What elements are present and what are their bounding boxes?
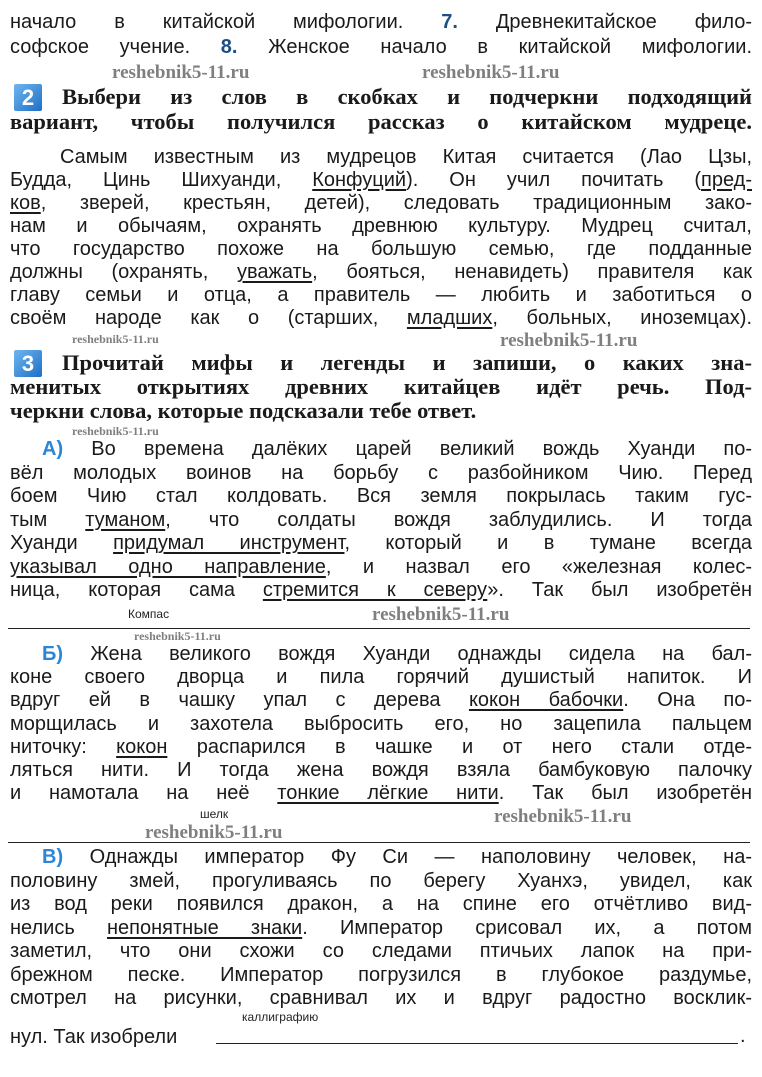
text-segment: , больных, иноземцах). bbox=[492, 307, 753, 329]
text-segment: нул. Так изобрели bbox=[10, 1025, 178, 1048]
underlined-answer: кокон bbox=[116, 735, 168, 758]
story-label: В) bbox=[42, 846, 64, 868]
text-segment: вариант, чтобы получился рассказ о китайском мудреце. bbox=[10, 108, 752, 134]
text-segment: что государство похоже на большую семью, где подданные bbox=[10, 238, 752, 260]
watermark: reshebnik5-11.ru bbox=[372, 604, 510, 625]
underlined-answer: непонятные знаки bbox=[107, 916, 303, 939]
text-line bbox=[10, 35, 752, 60]
story-a bbox=[10, 438, 752, 603]
story-c bbox=[10, 846, 752, 1049]
underlined-answer: ков bbox=[10, 192, 41, 214]
text-line bbox=[10, 375, 752, 399]
text-line bbox=[10, 964, 752, 988]
text-segment: . bbox=[740, 1025, 746, 1047]
text-line bbox=[10, 940, 752, 964]
underlined-answer: придумал инструмент bbox=[113, 532, 345, 554]
text-segment: боем Чию стал колдовать. Вся земля покрылась таким гус- bbox=[10, 485, 752, 507]
text-line bbox=[10, 736, 752, 759]
text-segment: должны (охранять, bbox=[10, 261, 237, 283]
answer-line-c bbox=[216, 1043, 738, 1044]
text-segment: ). Он учил почитать ( bbox=[406, 169, 702, 191]
story-label: А) bbox=[42, 438, 64, 460]
watermark: reshebnik5-11.ru bbox=[494, 806, 632, 827]
text-line bbox=[10, 556, 752, 580]
intro-text bbox=[10, 10, 752, 60]
text-line bbox=[10, 110, 752, 135]
text-segment: , бояться, ненавидеть) правителя как bbox=[312, 261, 752, 283]
text-line bbox=[10, 307, 752, 330]
text-segment: тым bbox=[10, 508, 86, 531]
answer-line-a bbox=[8, 628, 750, 629]
answer-b[interactable]: шелк bbox=[200, 807, 229, 821]
text-segment: софское учение. bbox=[10, 36, 221, 58]
text-line bbox=[10, 85, 752, 110]
text-line bbox=[10, 689, 752, 712]
watermark: reshebnik5-11.ru bbox=[145, 822, 283, 843]
text-segment: ниточку: bbox=[10, 735, 117, 758]
text-segment: заметил, что они схожи со следами птичьих лапок на при- bbox=[10, 940, 752, 962]
text-segment: черкни слова, которые подсказали тебе ответ. bbox=[10, 398, 477, 423]
text-line bbox=[10, 261, 752, 284]
text-line bbox=[10, 485, 752, 509]
text-line bbox=[10, 146, 752, 169]
text-segment: начало в китайской мифологии. bbox=[10, 11, 442, 33]
text-segment: . Так был изобретён bbox=[498, 782, 752, 805]
underlined-answer: указывал одно направление bbox=[10, 555, 326, 578]
text-segment: коне своего дворца и пила горячий душистый напиток. И bbox=[10, 666, 752, 689]
text-line bbox=[10, 284, 752, 307]
text-segment: вёл молодых воинов на борьбу с разбойником Чию. Перед bbox=[10, 461, 752, 484]
story-label: Б) bbox=[42, 643, 64, 665]
text-segment: половину змей, прогуливаясь по берегу Хуанхэ, увидел, как bbox=[10, 869, 752, 892]
text-line bbox=[10, 782, 752, 805]
text-segment: Во времена далёких царей великий вождь Хуанди по- bbox=[63, 438, 752, 460]
text-segment: Самым известным из мудрецов Китая считается (Лао Цзы, bbox=[60, 146, 752, 168]
text-segment: , зверей, крестьян, детей), следовать традиционным зако- bbox=[40, 192, 752, 214]
underlined-answer: пред- bbox=[701, 169, 752, 191]
text-segment: вдруг ей в чашку упал с дерева bbox=[10, 689, 469, 712]
text-segment: менитых открытиях древних китайцев идёт речь. Под- bbox=[10, 374, 752, 399]
underlined-answer: тонкие лёгкие нити bbox=[277, 782, 499, 805]
text-line bbox=[10, 987, 752, 1011]
text-line bbox=[10, 917, 752, 941]
task-2-badge: 2 bbox=[14, 84, 42, 111]
text-segment: ница, которая сама bbox=[10, 579, 263, 601]
task-2-text bbox=[10, 146, 752, 330]
text-line bbox=[10, 532, 752, 556]
answer-line-b bbox=[8, 842, 750, 843]
text-line bbox=[740, 1025, 750, 1049]
text-line bbox=[10, 509, 752, 533]
text-segment: Выбери из слов в скобках и подчеркни подходящий bbox=[62, 84, 752, 109]
watermark: reshebnik5-11.ru bbox=[72, 424, 159, 438]
text-segment: . Она по- bbox=[623, 689, 752, 712]
item-number: 7. bbox=[441, 11, 458, 33]
text-segment: Однажды император Фу Си — наполовину человек, на- bbox=[63, 846, 752, 868]
answer-c[interactable]: каллиграфию bbox=[242, 1010, 319, 1024]
text-segment: , и назвал его «железная колес- bbox=[325, 555, 752, 578]
watermark: reshebnik5-11.ru bbox=[72, 332, 159, 346]
text-segment: брежном песке. Император погрузился в глубокое раздумье, bbox=[10, 963, 752, 986]
task-3-badge: 3 bbox=[14, 350, 42, 377]
text-segment: главу семьи и отца, а правитель — любить и заботиться о bbox=[10, 284, 752, 306]
answer-a[interactable]: Компас bbox=[128, 607, 170, 621]
underlined-answer: младших bbox=[406, 307, 493, 329]
text-segment: нам и обычаям, охранять древнюю культуру. Мудрец считал, bbox=[10, 215, 752, 237]
text-line bbox=[10, 846, 752, 870]
underlined-answer: Конфуций bbox=[312, 169, 407, 191]
underlined-answer: уважать bbox=[236, 261, 313, 283]
item-number: 8. bbox=[220, 36, 238, 58]
text-segment: своём народе как о (старших, bbox=[10, 307, 407, 329]
task-2-heading bbox=[10, 85, 752, 134]
text-segment: , который и в тумане всегда bbox=[344, 532, 752, 554]
text-line bbox=[10, 215, 752, 238]
text-segment: Жена великого вождя Хуанди однажды сидела на бал- bbox=[63, 643, 752, 665]
text-line bbox=[10, 713, 752, 736]
watermark: reshebnik5-11.ru bbox=[134, 629, 221, 643]
underlined-answer: стремится к северу bbox=[262, 579, 488, 601]
watermark: reshebnik5-11.ru bbox=[500, 330, 638, 351]
text-segment: ». Так был изобретён bbox=[487, 579, 752, 601]
story-b bbox=[10, 643, 752, 805]
text-line bbox=[10, 238, 752, 261]
text-line bbox=[10, 399, 752, 423]
text-segment: ляться нити. И тогда жена вождя взяла бамбуковую палочку bbox=[10, 759, 752, 782]
text-line bbox=[10, 169, 752, 192]
task-3-heading bbox=[10, 351, 752, 423]
story-c-end bbox=[740, 1025, 750, 1049]
watermark: reshebnik5-11.ru bbox=[112, 62, 250, 83]
text-segment: нелись bbox=[10, 916, 107, 939]
text-line bbox=[10, 1026, 752, 1050]
text-segment: смотрел на рисунки, сравнивал их и вдруг радостно воcклик- bbox=[10, 987, 752, 1009]
text-segment: , что солдаты вождя заблудились. И тогда bbox=[165, 508, 752, 531]
text-segment: Хуанди bbox=[10, 532, 114, 554]
text-line bbox=[10, 893, 752, 917]
text-segment: Древнекитайское фило- bbox=[457, 11, 752, 33]
text-line bbox=[10, 666, 752, 689]
text-line bbox=[10, 579, 752, 603]
text-segment: морщилась и захотела выбросить его, но зацепила пальцем bbox=[10, 712, 752, 735]
text-segment: распарился в чашке и от него стали отде- bbox=[167, 735, 753, 758]
text-line bbox=[10, 351, 752, 375]
text-segment: Прочитай мифы и легенды и запиши, о каких зна- bbox=[62, 350, 752, 375]
underlined-answer: туманом bbox=[85, 508, 166, 531]
text-segment: Женское начало в китайской мифологии. bbox=[237, 36, 753, 58]
text-line bbox=[10, 10, 752, 35]
text-line bbox=[10, 759, 752, 782]
text-segment: и намотала на неё bbox=[10, 782, 278, 805]
text-line bbox=[10, 462, 752, 486]
text-line bbox=[10, 192, 752, 215]
text-line bbox=[10, 438, 752, 462]
watermark: reshebnik5-11.ru bbox=[422, 62, 560, 83]
text-line bbox=[10, 643, 752, 666]
text-segment: Будда, Цинь Шихуанди, bbox=[10, 169, 313, 191]
text-line bbox=[10, 870, 752, 894]
text-segment: из вод реки появился дракон, а на спине его отчётливо вид- bbox=[10, 893, 752, 915]
underlined-answer: кокон бабочки bbox=[468, 689, 624, 712]
text-segment: . Император срисовал их, а потом bbox=[302, 916, 753, 939]
